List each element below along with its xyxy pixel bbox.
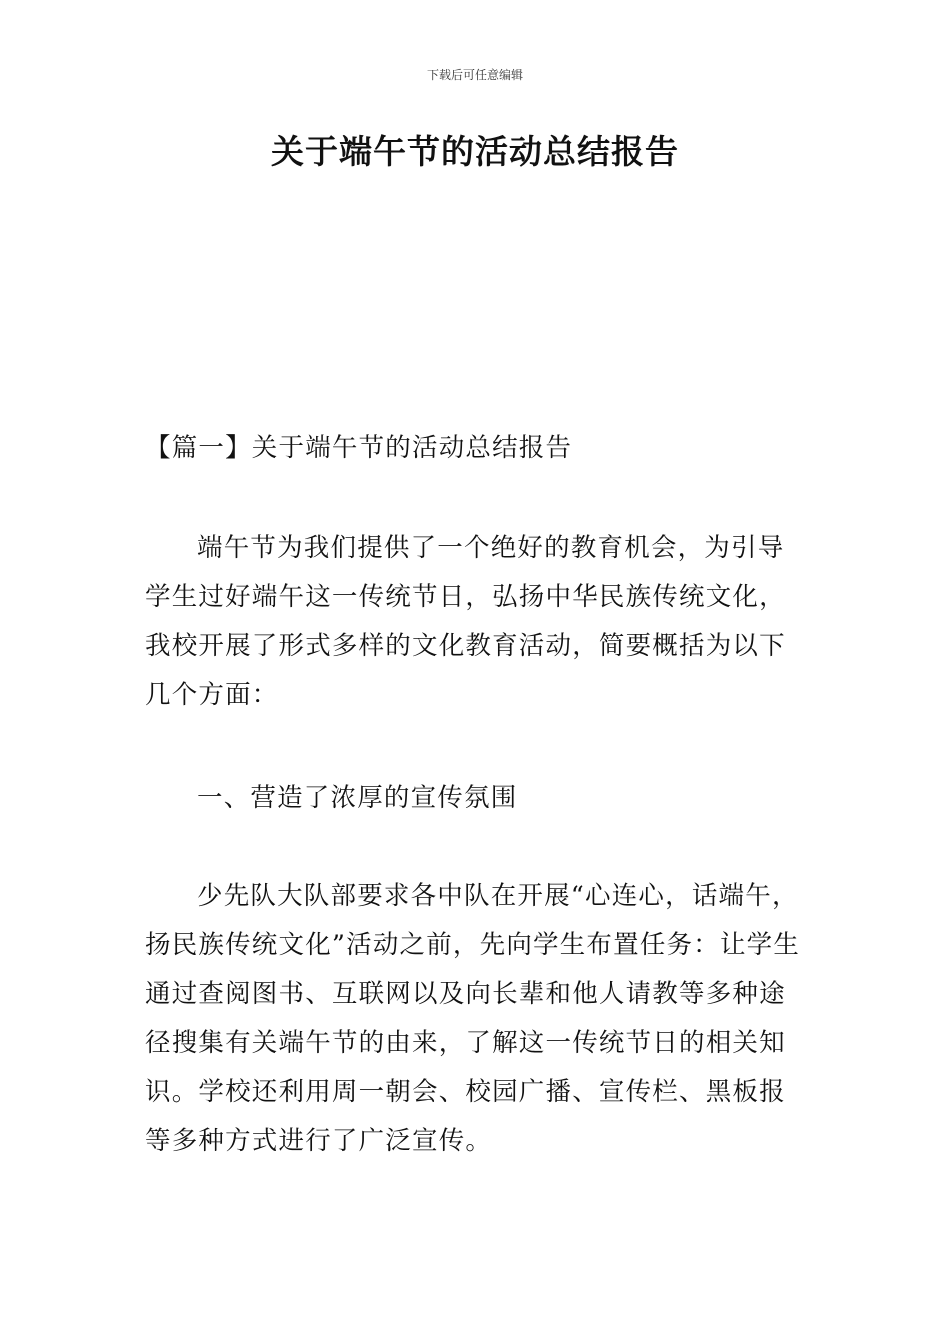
subheading-promotion: 一、营造了浓厚的宣传氛围 xyxy=(197,783,518,813)
paragraph-intro: 端午节为我们提供了一个绝好的教育机会，为引导学生过好端午这一传统节日，弘扬中华民族传统文化，我校开展了形式多样的文化教育活动，简要概括为以下几个方面： xyxy=(145,533,786,710)
header-note: 下载后可任意编辑 xyxy=(426,68,523,82)
section-heading: 【篇一】关于端午节的活动总结报告 xyxy=(145,433,573,463)
paragraph-promotion: 少先队大队部要求各中队在开展“心连心，话端午，扬民族传统文化”活动之前，先向学生布置任务：让学生通过查阅图书、互联网以及向长辈和他人请教等多种途径搜集有关端午节的由来，了解这一传统节日的相关知识。学校还利用周一朝会、校园广播、宣传栏、黑板报等多种方式进行了广泛宣传。 xyxy=(145,881,801,1156)
document-title: 关于端午节的活动总结报告 xyxy=(271,132,679,171)
